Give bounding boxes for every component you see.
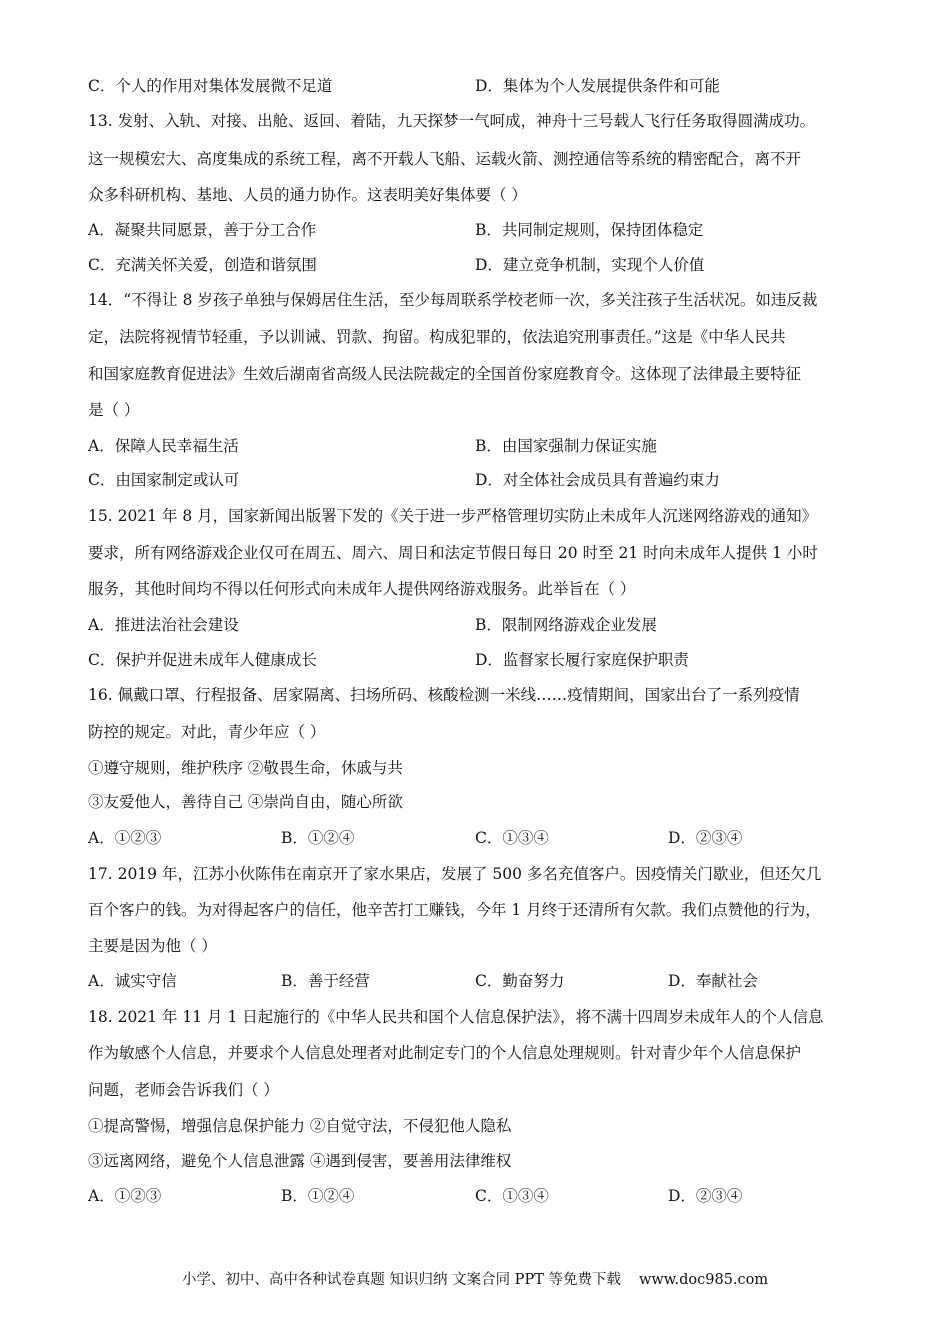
q17-option-d: D．奉献社会 (668, 972, 758, 990)
q18-statements-line-1: ①提高警惕，增强信息保护能力 ②自觉守法，不侵犯他人隐私 (88, 1117, 512, 1135)
q15-stem-line-2: 要求，所有网络游戏企业仅可在周五、周六、周日和法定节假日每日 20 时至 21 时向未成年人提供 1 小时 (88, 544, 818, 562)
q17-stem-line-3: 主要是因为他（ ） (88, 937, 217, 955)
q16-option-b: B．①②④ (281, 829, 355, 847)
q17-stem-line-1: 17. 2019 年，江苏小伙陈伟在南京开了家水果店，发展了 500 多名充值客户。因疫情关门歇业，但还欠几 (88, 865, 822, 883)
q18-option-c: C．①③④ (475, 1187, 549, 1205)
q16-statements-line-1: ①遵守规则，维护秩序 ②敬畏生命，休戚与共 (88, 759, 403, 777)
page-footer (0, 1270, 950, 1290)
q16-stem-line-2: 防控的规定。对此，青少年应（ ） (88, 723, 326, 741)
q18-stem-line-1: 18. 2021 年 11 月 1 日起施行的《中华人民共和国个人信息保护法》，将不满十四周岁未成年人的个人信息 (88, 1008, 824, 1026)
q16-stem-line-1: 16. 佩戴口罩、行程报备、居家隔离、扫场所码、核酸检测一米线……疫情期间，国家出台了一系列疫情 (88, 686, 800, 704)
q16-statements-line-2: ③友爱他人，善待自己 ④崇尚自由，随心所欲 (88, 793, 403, 811)
q13-option-d: D．建立竞争机制，实现个人价值 (475, 256, 705, 274)
q14-stem-line-2: 定，法院将视情节轻重，予以训诫、罚款、拘留。构成犯罪的，依法追究刑事责任。”这是《中华人民共 (88, 328, 786, 346)
q16-option-d: D．②③④ (668, 829, 743, 847)
q15-option-c: C．保护并促进未成年人健康成长 (88, 651, 317, 669)
q14-option-c: C．由国家制定或认可 (88, 471, 240, 489)
q14-stem-line-4: 是（ ） (88, 401, 140, 419)
q16-option-c: C．①③④ (475, 829, 549, 847)
q13-option-a: A．凝聚共同愿景，善于分工合作 (88, 221, 317, 239)
q18-stem-line-2: 作为敏感个人信息，并要求个人信息处理者对此制定专门的个人信息处理规则。针对青少年个人信息保护 (88, 1044, 802, 1062)
q14-stem-line-3: 和国家庭教育促进法》生效后湖南省高级人民法院裁定的全国首份家庭教育令。这体现了法律最主要特征 (88, 365, 802, 383)
q12-option-c: C．个人的作用对集体发展微不足道 (88, 77, 333, 95)
q14-stem-line-1: 14．“不得让 8 岁孩子单独与保姆居住生活，至少每周联系学校老师一次，多关注孩子生活状况。如违反裁 (88, 291, 818, 309)
q16-option-a: A．①②③ (88, 829, 162, 847)
q15-option-a: A．推进法治社会建设 (88, 616, 239, 634)
footer-url[interactable]: www.doc985.com (638, 1272, 769, 1288)
q15-option-d: D．监督家长履行家庭保护职责 (475, 651, 689, 669)
q17-option-a: A．诚实守信 (88, 972, 177, 990)
q14-option-d: D．对全体社会成员具有普遍约束力 (475, 471, 720, 489)
q13-stem-line-1: 13. 发射、入轨、对接、出舱、返回、着陆，九天探梦一气呵成，神舟十三号载人飞行任务取得圆满成功。 (88, 112, 816, 130)
q13-stem-line-2: 这一规模宏大、高度集成的系统工程，离不开载人飞船、运载火箭、测控通信等系统的精密配合，离不开 (88, 150, 802, 168)
q13-option-b: B．共同制定规则，保持团体稳定 (475, 221, 704, 239)
q13-stem-line-3: 众多科研机构、基地、人员的通力协作。这表明美好集体要（ ） (88, 186, 527, 204)
q18-option-b: B．①②④ (281, 1187, 355, 1205)
q14-option-b: B．由国家强制力保证实施 (475, 437, 657, 455)
q17-option-c: C．勤奋努力 (475, 972, 565, 990)
q18-stem-line-3: 问题，老师会告诉我们（ ） (88, 1081, 279, 1099)
q15-option-b: B．限制网络游戏企业发展 (475, 616, 657, 634)
q17-option-b: B．善于经营 (281, 972, 370, 990)
q15-stem-line-1: 15. 2021 年 8 月，国家新闻出版署下发的《关于进一步严格管理切实防止未成年人沉迷网络游戏的通知》 (88, 507, 818, 525)
q17-stem-line-2: 百个客户的钱。为对得起客户的信任，他辛苦打工赚钱，今年 1 月终于还清所有欠款。我们点赞他的行为， (88, 901, 821, 919)
q12-option-d: D．集体为个人发展提供条件和可能 (475, 77, 720, 95)
q13-option-c: C．充满关怀关爱，创造和谐氛围 (88, 256, 317, 274)
q18-option-d: D．②③④ (668, 1187, 743, 1205)
q14-option-a: A．保障人民幸福生活 (88, 437, 239, 455)
q18-statements-line-2: ③远离网络，避免个人信息泄露 ④遇到侵害，要善用法律维权 (88, 1152, 512, 1170)
q18-option-a: A．①②③ (88, 1187, 162, 1205)
q15-stem-line-3: 服务，其他时间均不得以任何形式向未成年人提供网络游戏服务。此举旨在（ ） (88, 580, 636, 598)
footer-text: 小学、初中、高中各种试卷真题 知识归纳 文案合同 PPT 等免费下载 (181, 1272, 621, 1288)
